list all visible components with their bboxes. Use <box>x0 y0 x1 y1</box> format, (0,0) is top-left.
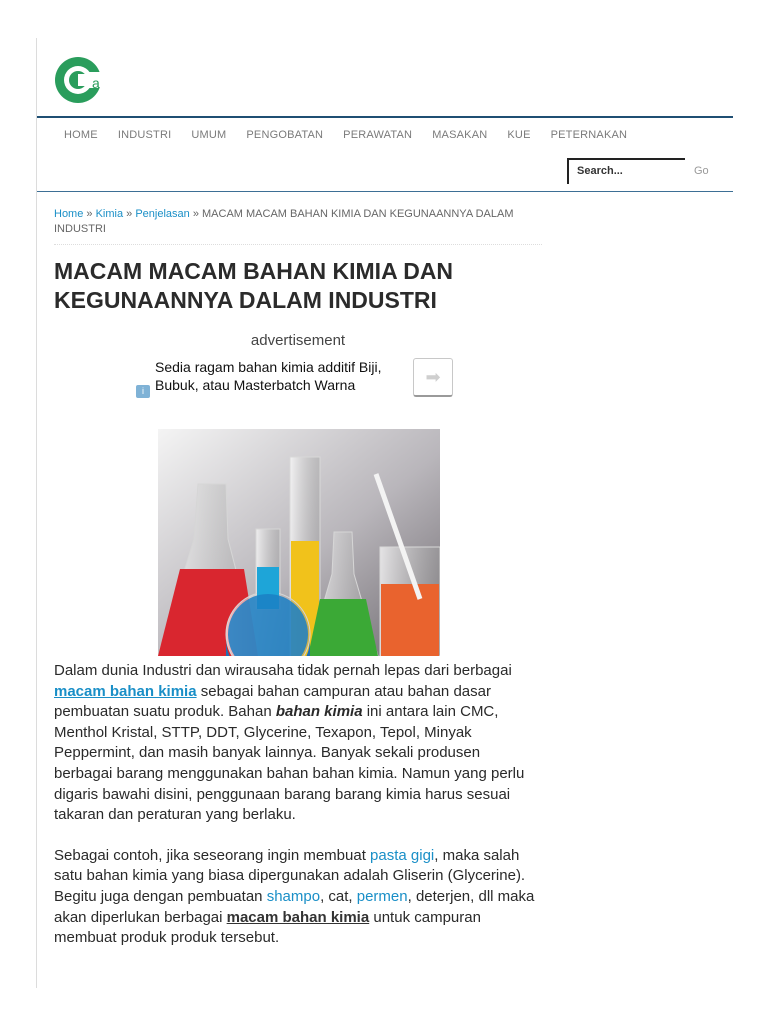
search-go-button[interactable]: Go <box>694 165 709 177</box>
paragraph-text: ini antara lain CMC, Menthol Kristal, STTP, DDT, Glycerine, Texapon, Tepol, Minyak Peppermint, dan masih banyak lainnya. Banyak sekali produsen berbagai barang menggunakan bahan bahan kimia. Namun yang perlu digaris bawahi disini, penggunaan barang barang kimia harus sesuai takaran dan peraturan yang berlaku. <box>54 703 525 824</box>
info-icon[interactable]: i <box>136 385 150 398</box>
article-paragraph <box>54 661 542 826</box>
paragraph-text: Dalam dunia Industri dan wirausaha tidak pernah lepas dari berbagai <box>54 662 512 679</box>
main-navigation <box>37 116 733 192</box>
arrow-right-icon: ➡ <box>425 367 441 387</box>
site-logo[interactable] <box>54 54 104 106</box>
nav-item-pengobatan[interactable]: PENGOBATAN <box>246 129 324 141</box>
svg-text:a: a <box>92 75 100 91</box>
permen-link[interactable]: permen <box>356 887 408 905</box>
nav-menu <box>64 129 647 141</box>
nav-item-perawatan[interactable]: PERAWATAN <box>343 129 413 141</box>
breadcrumb-current: » MACAM MACAM BAHAN KIMIA DAN KEGUNAANNYA DALAM INDUSTRI <box>54 208 514 235</box>
breadcrumb-penjelasan-link[interactable]: Penjelasan <box>135 208 190 220</box>
advertisement-label: advertisement <box>250 332 346 349</box>
paragraph-text: , cat, <box>320 887 357 905</box>
breadcrumb-kimia-link[interactable]: Kimia <box>95 208 124 220</box>
paragraph-text: untuk campuran membuat produk produk tersebut. <box>54 908 481 947</box>
paragraph-text: sebagai bahan campuran atau bahan dasar pembuatan suatu produk. Bahan <box>54 682 491 721</box>
ad-arrow-button[interactable] <box>413 358 453 397</box>
article-image-lab-glassware <box>158 429 440 656</box>
paragraph-text: , maka salah satu bahan kimia yang biasa dipergunakan adalah Gliserin (Glycerine). Begitu juga dengan pembuatan <box>54 846 526 905</box>
breadcrumb <box>54 207 542 245</box>
nav-item-kue[interactable]: KUE <box>507 129 531 141</box>
ad-text[interactable]: Sedia ragam bahan kimia additif Biji, Bubuk, atau Masterbatch Warna <box>155 359 382 393</box>
page-title: MACAM MACAM BAHAN KIMIA DAN KEGUNAANNYA DALAM INDUSTRI <box>54 258 454 313</box>
shampo-link[interactable]: shampo <box>266 887 321 905</box>
breadcrumb-separator: » <box>123 208 136 220</box>
search-input[interactable]: Search... <box>567 158 685 184</box>
paragraph-text: Sebagai contoh, jika seseorang ingin membuat <box>54 846 371 864</box>
paragraph-text: , deterjen, dll maka akan diperlukan berbagai <box>54 887 535 926</box>
macam-bahan-kimia-link[interactable]: macam bahan kimia <box>54 682 197 700</box>
nav-item-umum[interactable]: UMUM <box>191 129 227 141</box>
nav-item-peternakan[interactable]: PETERNAKAN <box>550 129 628 141</box>
bold-italic-term: bahan kimia <box>275 703 363 721</box>
breadcrumb-separator: » <box>83 208 96 220</box>
nav-item-home[interactable]: HOME <box>64 129 98 141</box>
nav-item-masakan[interactable]: MASAKAN <box>432 129 488 141</box>
article-paragraph <box>54 846 542 949</box>
article-body <box>54 661 542 969</box>
breadcrumb-home-link[interactable]: Home <box>54 208 84 220</box>
nav-item-industri[interactable]: INDUSTRI <box>117 129 172 141</box>
macam-bahan-kimia-link-2[interactable]: macam bahan kimia <box>226 908 370 926</box>
pasta-gigi-link[interactable]: pasta gigi <box>370 846 435 864</box>
